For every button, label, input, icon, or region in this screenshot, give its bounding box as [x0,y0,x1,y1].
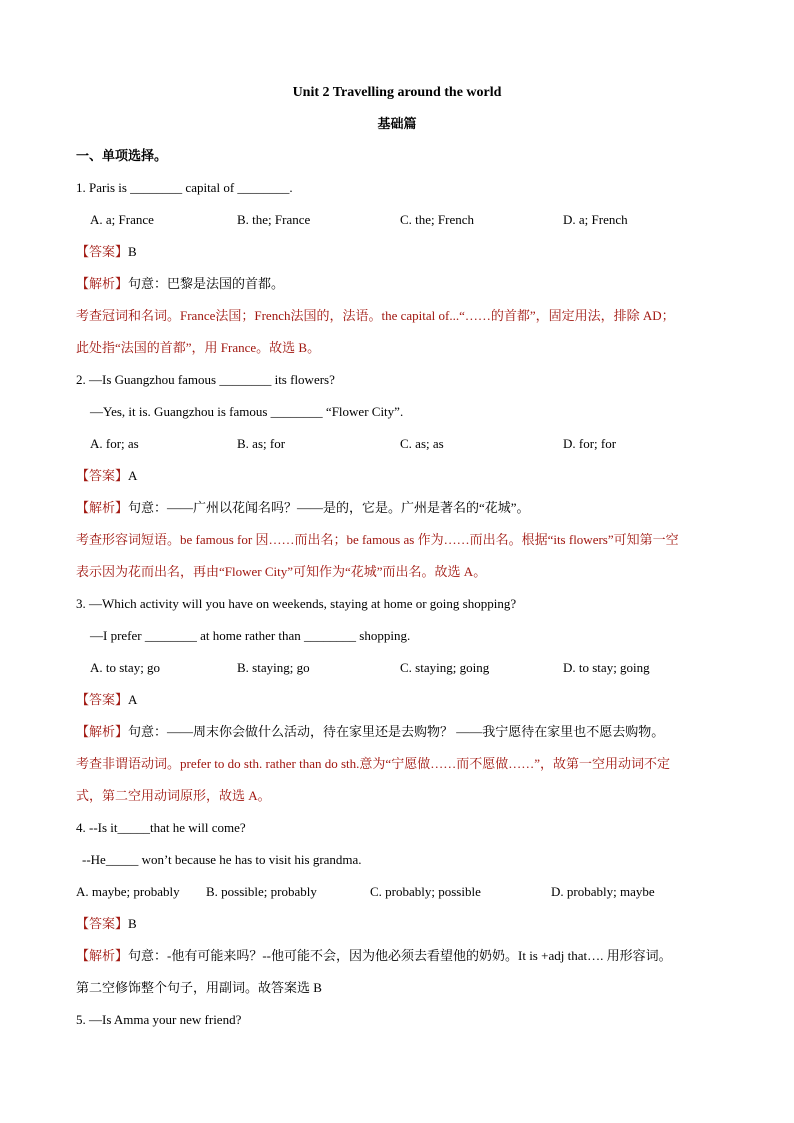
question-1-stem: 1. Paris is ________ capital of ________. [76,180,293,195]
q1-answer [76,244,137,260]
q4-explain-1: 第二空修饰整个句子，用副词。故答案选 B [76,980,322,995]
document-title: Unit 2 Travelling around the world [292,85,502,100]
q4-option-c: C. probably; possible [370,884,481,899]
q3-option-a: A. to stay; go [90,660,161,675]
analysis-meaning: 句意：-他有可能来吗？--他可能不会，因为他必须去看望他的奶奶。It is +adj that…. 用形容词。 [128,948,672,963]
q3-option-c: C. staying; going [400,660,490,675]
q2-option-c: C. as; as [400,436,444,451]
q3-option-d: D. to stay; going [563,660,650,675]
answer-value: A [128,692,138,707]
question-2-stem-reply: —Yes, it is. Guangzhou is famous ________ “Flower City”. [90,404,404,419]
question-4-stem-reply: --He_____ won’t because he has to visit his grandma. [82,852,362,867]
answer-tag: 【答案】 [76,692,129,707]
question-3-stem-reply: —I prefer ________ at home rather than ________ shopping. [90,628,411,643]
document-subtitle: 基础篇 [377,116,417,131]
q3-explain-2: 式，第二空用动词原形，故选 A。 [76,788,271,803]
question-5-stem: 5. —Is Amma your new friend? [76,1012,242,1027]
q1-analysis [76,276,284,292]
q4-option-a: A. maybe; probably [76,884,180,899]
q1-option-d: D. a; French [563,212,628,227]
q2-answer [76,468,137,484]
q1-option-a: A. a; France [90,212,154,227]
answer-value: A [128,468,138,483]
q2-analysis [76,500,530,516]
analysis-meaning: 句意：——周末你会做什么活动，待在家里还是去购物？ ——我宁愿待在家里也不愿去购物。 [128,724,665,739]
question-2-stem: 2. —Is Guangzhou famous ________ its flowers? [76,372,335,387]
q1-explain-2: 此处指“法国的首都”，用 France。故选 B。 [76,340,321,355]
q4-option-d: D. probably; maybe [551,884,655,899]
q4-option-b: B. possible; probably [206,884,317,899]
analysis-tag: 【解析】 [76,948,129,963]
q2-option-a: A. for; as [90,436,139,451]
analysis-tag: 【解析】 [76,500,129,515]
q2-explain-2: 表示因为花而出名，再由“Flower City”可知作为“花城”而出名。故选 A。 [76,564,487,579]
q3-analysis [76,724,664,740]
q3-option-b: B. staying; go [237,660,310,675]
q4-analysis [76,948,672,964]
q3-explain-1: 考查非谓语动词。prefer to do sth. rather than do sth.意为“宁愿做……而不愿做……”，故第一空用动词不定 [76,756,670,771]
q2-option-d: D. for; for [563,436,617,451]
answer-tag: 【答案】 [76,916,129,931]
q2-option-b: B. as; for [237,436,286,451]
q1-explain-1: 考查冠词和名词。France法国；French法国的，法语。the capital of...“……的首都”，固定用法，排除 AD； [76,308,675,323]
section-heading: 一、单项选择。 [76,148,168,163]
analysis-meaning: 句意：——广州以花闻名吗？——是的，它是。广州是著名的“花城”。 [128,500,530,515]
answer-tag: 【答案】 [76,468,129,483]
answer-tag: 【答案】 [76,244,129,259]
q2-explain-1: 考查形容词短语。be famous for 因……而出名；be famous as 作为……而出名。根据“its flowers”可知第一空 [76,532,679,547]
q1-option-b: B. the; France [237,212,311,227]
analysis-meaning: 句意：巴黎是法国的首都。 [128,276,285,291]
question-3-stem: 3. —Which activity will you have on weekends, staying at home or going shopping? [76,596,517,611]
analysis-tag: 【解析】 [76,724,129,739]
analysis-tag: 【解析】 [76,276,129,291]
q1-option-c: C. the; French [400,212,475,227]
answer-value: B [128,244,137,259]
answer-value: B [128,916,137,931]
q4-answer [76,916,137,932]
question-4-stem: 4. --Is it_____that he will come? [76,820,246,835]
q3-answer [76,692,137,708]
